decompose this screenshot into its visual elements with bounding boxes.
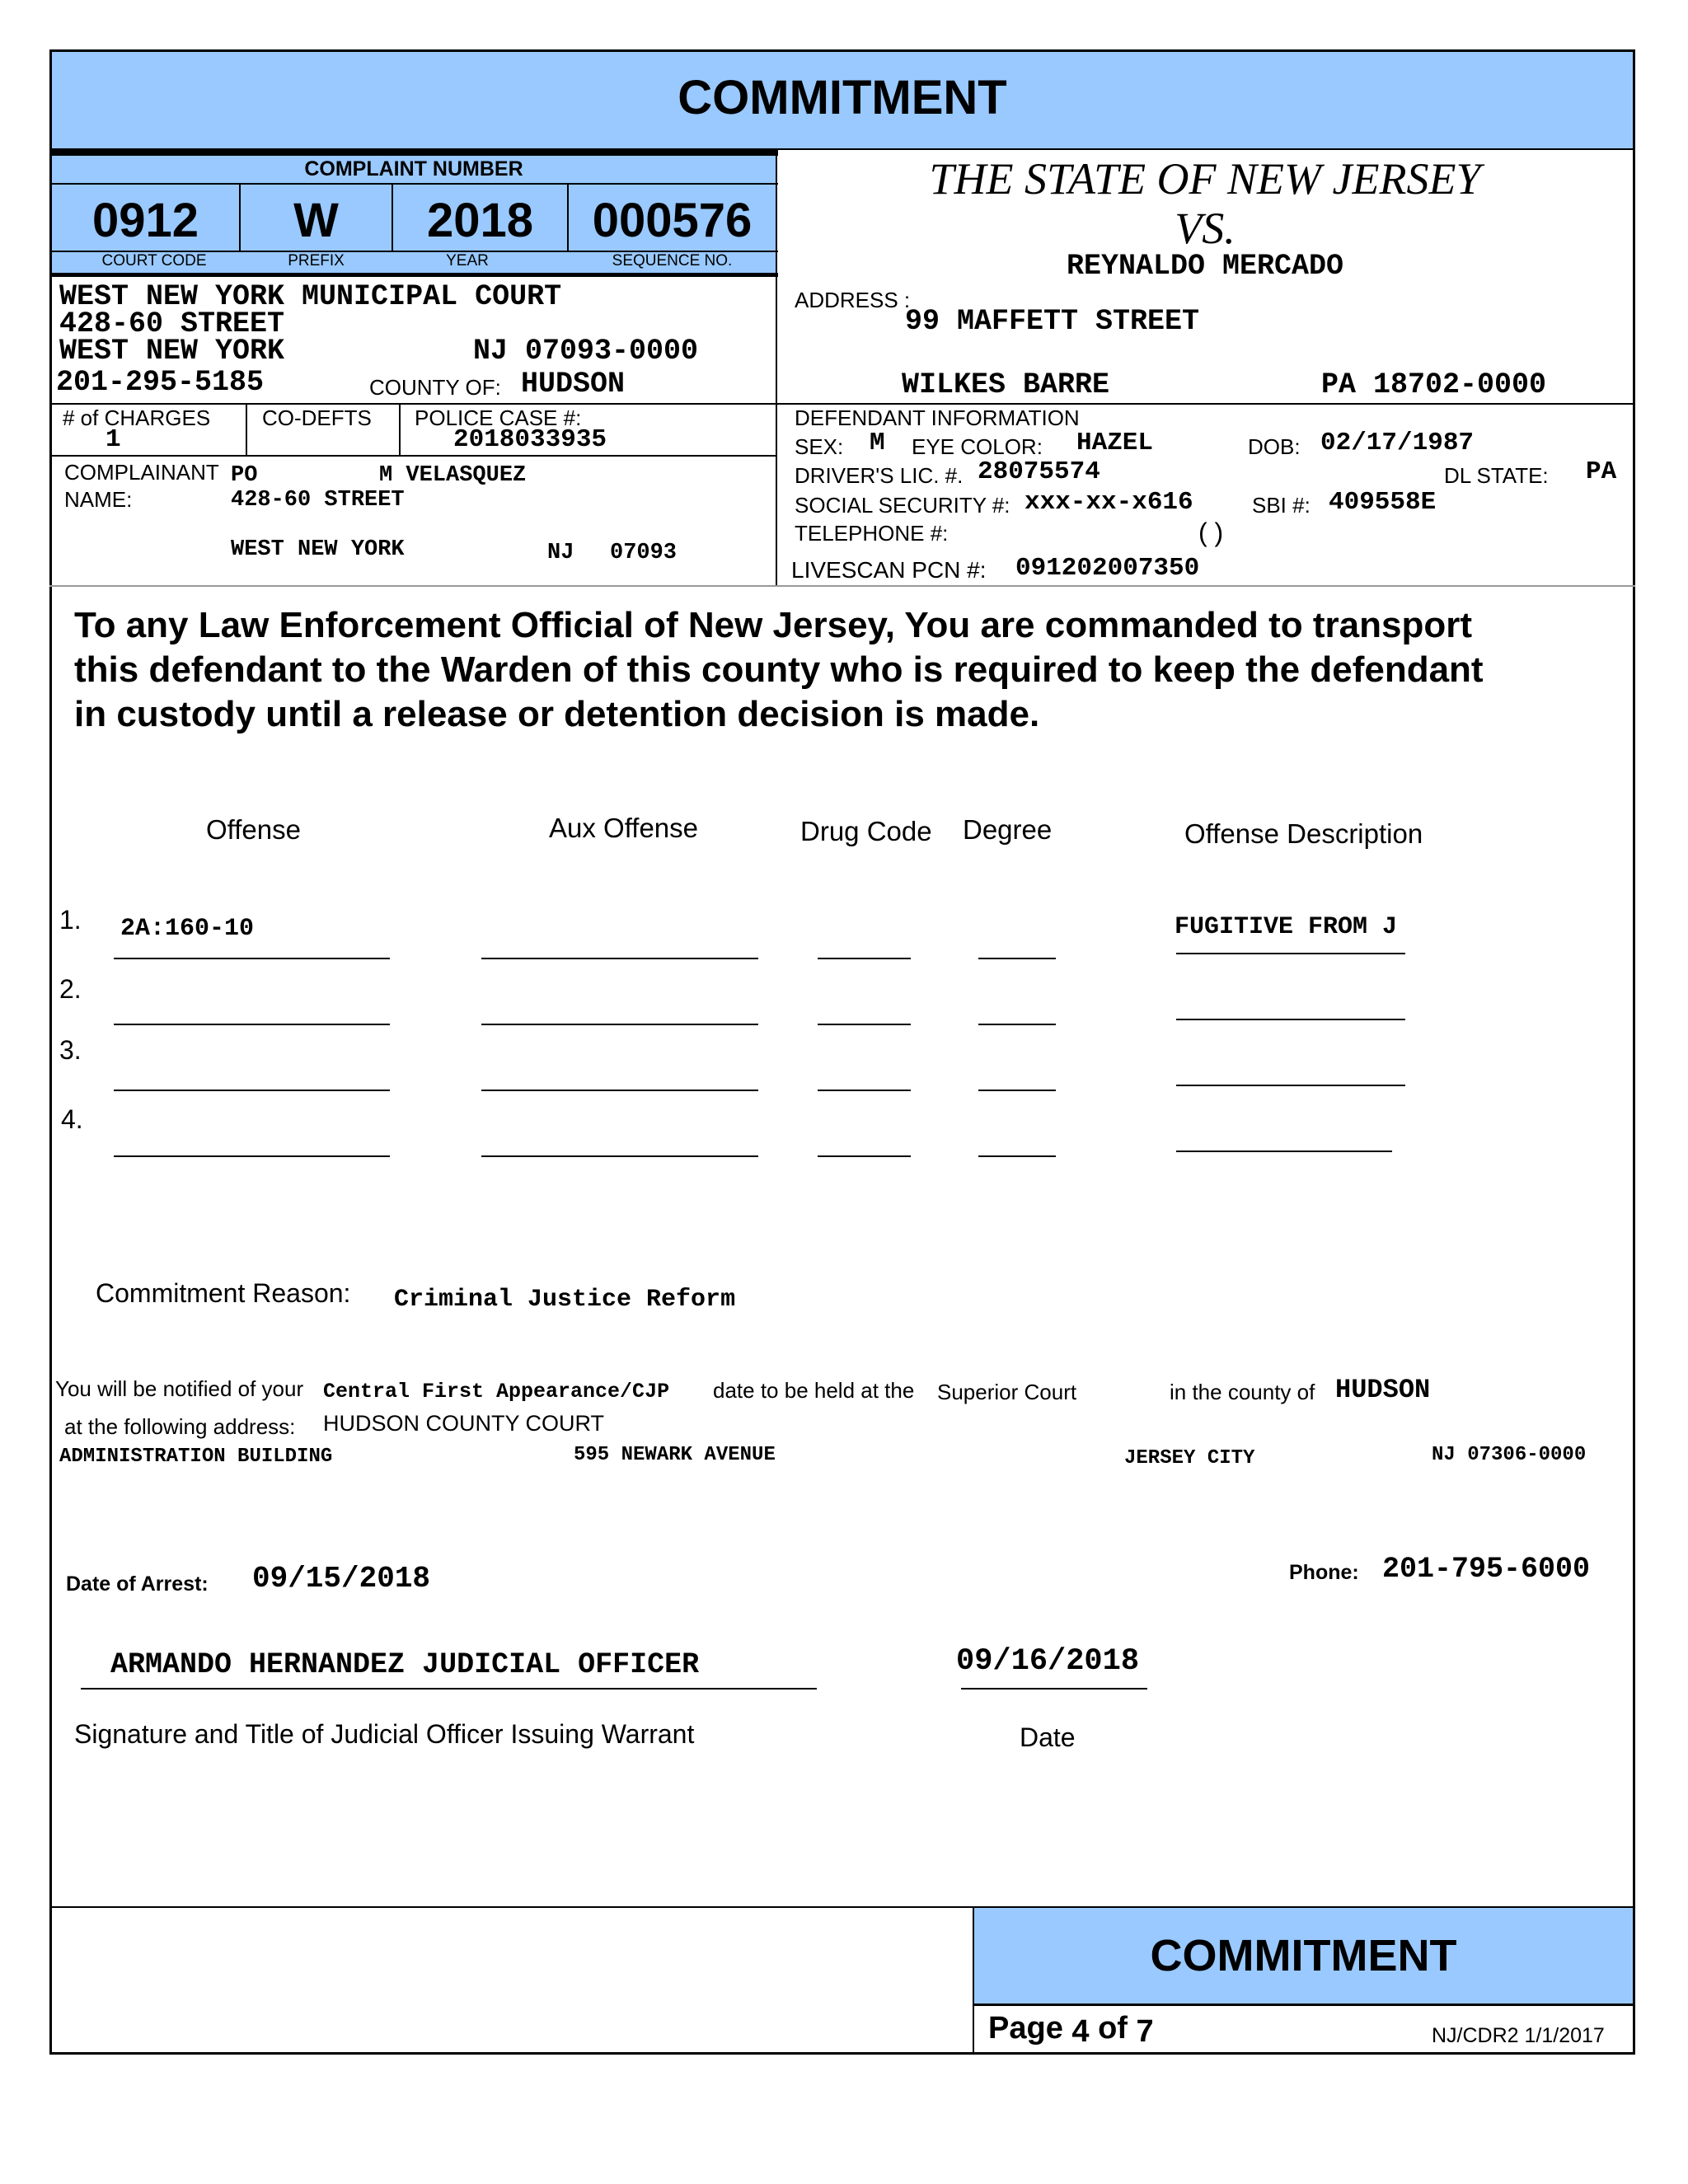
offense-line — [114, 1155, 390, 1157]
offense-line — [114, 1024, 390, 1025]
degree-line — [978, 1155, 1056, 1157]
charges-div-2 — [399, 405, 401, 455]
dob-label: DOB: — [1248, 434, 1301, 459]
degree-line — [978, 1090, 1056, 1091]
frame-left — [49, 49, 52, 2055]
aux-offense-line — [481, 1024, 758, 1025]
page-prefix: Page — [988, 2011, 1063, 2046]
defendant-info-label: DEFENDANT INFORMATION — [795, 405, 1080, 430]
command-line-2: this defendant to the Warden of this county who is required to keep the defendant — [74, 649, 1484, 690]
commitment-reason-value: Criminal Justice Reform — [394, 1286, 736, 1314]
complainant-name-label: NAME: — [64, 487, 133, 512]
notify-street: 595 NEWARK AVENUE — [574, 1444, 776, 1466]
sex-label: SEX: — [795, 434, 844, 459]
prefix-value: W — [293, 194, 339, 247]
dob-value: 02/17/1987 — [1320, 429, 1475, 457]
drivers-lic-value: 28075574 — [978, 457, 1100, 486]
livescan-label: LIVESCAN PCN #: — [791, 557, 987, 583]
notify-court-name: HUDSON COUNTY COURT — [323, 1411, 605, 1436]
charges-top-line — [49, 403, 1635, 405]
signature-label: Signature and Title of Judicial Officer Issuing Warrant — [74, 1719, 695, 1749]
aux-offense-line — [481, 1090, 758, 1091]
notify-court: Superior Court — [937, 1380, 1077, 1404]
defendant-name: REYNALDO MERCADO — [1066, 250, 1344, 283]
offense-description-header: Offense Description — [1184, 818, 1423, 849]
offense-line — [114, 958, 390, 959]
page-indicator — [988, 2011, 1154, 2049]
date-of-arrest-value: 09/15/2018 — [252, 1562, 431, 1596]
state-title-line1: THE STATE OF NEW JERSEY — [929, 154, 1481, 204]
aux-offense-header: Aux Offense — [549, 813, 699, 843]
court-street: 428-60 STREET — [59, 307, 285, 340]
complainant-label: COMPLAINANT — [64, 460, 219, 485]
drivers-lic-label: DRIVER'S LIC. #. — [795, 463, 964, 488]
eye-color-value: HAZEL — [1076, 429, 1154, 457]
page-total: 7 — [1136, 2014, 1154, 2049]
drug-code-header: Drug Code — [800, 816, 932, 846]
sequence-value: 000576 — [592, 194, 753, 247]
defendant-city: WILKES BARRE — [902, 368, 1110, 401]
description-line — [1176, 953, 1405, 954]
description-line — [1176, 1019, 1405, 1020]
notify-event: Central First Appearance/CJP — [323, 1380, 670, 1404]
court-city: WEST NEW YORK — [59, 335, 285, 368]
charges-value: 1 — [106, 425, 121, 454]
complaint-heading: COMPLAINT NUMBER — [304, 157, 523, 180]
prefix-label: PREFIX — [288, 252, 345, 269]
livescan-value: 091202007350 — [1015, 554, 1200, 583]
sequence-label: SEQUENCE NO. — [612, 252, 733, 269]
page-title: COMMITMENT — [678, 71, 1007, 124]
year-value: 2018 — [426, 194, 534, 247]
drug-code-line — [818, 1155, 911, 1157]
signature-date: 09/16/2018 — [956, 1644, 1140, 1679]
complainant-city: WEST NEW YORK — [231, 537, 405, 562]
description-line — [1176, 1151, 1392, 1152]
court-phone-value: 201-795-6000 — [1382, 1553, 1591, 1586]
degree-line — [978, 1024, 1056, 1025]
signature-line — [81, 1688, 817, 1690]
complaint-thick-bottom — [49, 273, 778, 277]
page-of: of — [1098, 2011, 1128, 2046]
offense-number: 1. — [59, 905, 82, 935]
court-phone: 201-295-5185 — [56, 366, 265, 399]
date-label: Date — [1020, 1722, 1076, 1752]
charges-div-1 — [246, 405, 247, 455]
court-code-label: COURT CODE — [101, 252, 207, 269]
complaint-heading-line — [49, 183, 778, 185]
notify-building: ADMINISTRATION BUILDING — [59, 1446, 333, 1468]
offense-description: FUGITIVE FROM J — [1175, 913, 1398, 941]
police-case-value: 2018033935 — [453, 425, 607, 454]
charges-bottom-line — [49, 455, 776, 457]
notify-middle: date to be held at the — [713, 1378, 915, 1403]
commitment-reason-label: Commitment Reason: — [96, 1278, 351, 1308]
complainant-name: M VELASQUEZ — [379, 463, 527, 488]
defendant-street: 99 MAFFETT STREET — [905, 305, 1200, 338]
date-of-arrest-label: Date of Arrest: — [66, 1572, 209, 1596]
notify-county-label: in the county of — [1170, 1380, 1315, 1404]
defendant-state-zip: PA 18702-0000 — [1321, 368, 1547, 401]
charges-label: # of CHARGES — [63, 405, 211, 430]
command-line-1: To any Law Enforcement Official of New Jersey, You are commanded to transport — [74, 605, 1473, 645]
footer-title: COMMITMENT — [1150, 1931, 1457, 1980]
info-bottom-line — [49, 585, 1635, 587]
police-case-label: POLICE CASE #: — [415, 405, 582, 430]
notify-state-zip: NJ 07306-0000 — [1432, 1444, 1587, 1466]
sbi-label: SBI #: — [1252, 493, 1311, 518]
offense-number: 4. — [61, 1104, 83, 1134]
court-state-zip: NJ 07093-0000 — [473, 335, 699, 368]
court-phone-label: Phone: — [1289, 1561, 1359, 1584]
offense-header: Offense — [206, 814, 301, 845]
frame-bottom — [49, 2052, 1635, 2055]
frame-right — [1633, 49, 1635, 2055]
notify-city: JERSEY CITY — [1124, 1447, 1255, 1469]
degree-header: Degree — [963, 814, 1053, 845]
command-line-3: in custody until a release or detention decision is made. — [74, 694, 1040, 734]
form-id: NJ/CDR2 1/1/2017 — [1432, 2024, 1605, 2047]
telephone-value: ( ) — [1198, 518, 1224, 547]
dl-state-label: DL STATE: — [1444, 463, 1549, 488]
notify-address-label: at the following address: — [64, 1414, 296, 1439]
county-value: HUDSON — [521, 368, 626, 401]
judicial-officer-signature: ARMANDO HERNANDEZ JUDICIAL OFFICER — [110, 1648, 700, 1681]
description-line — [1176, 1085, 1405, 1086]
codefts-label: CO-DEFTS — [262, 405, 372, 430]
complainant-state: NJ — [547, 541, 574, 565]
county-label: COUNTY OF: — [369, 375, 501, 400]
drug-code-line — [818, 1090, 911, 1091]
court-name: WEST NEW YORK MUNICIPAL COURT — [59, 280, 562, 313]
aux-offense-line — [481, 958, 758, 959]
page-number: 4 — [1071, 2014, 1090, 2049]
complaint-thick-top — [49, 150, 778, 156]
notify-county: HUDSON — [1335, 1375, 1431, 1405]
court-code-value: 0912 — [91, 194, 199, 247]
degree-line — [978, 958, 1056, 959]
year-label: YEAR — [446, 252, 489, 269]
drug-code-line — [818, 958, 911, 959]
sex-value: M — [870, 429, 885, 457]
notify-prefix: You will be notified of your — [55, 1376, 304, 1401]
address-label: ADDRESS : — [795, 288, 911, 312]
offense-code: 2A:160-10 — [120, 915, 255, 943]
ssn-value: xxx-xx-x616 — [1025, 488, 1193, 517]
dl-state-value: PA — [1586, 457, 1617, 486]
offense-line — [114, 1090, 390, 1091]
date-line — [961, 1688, 1147, 1690]
complainant-zip: 07093 — [610, 541, 678, 565]
telephone-label: TELEPHONE #: — [795, 521, 949, 546]
offense-number: 2. — [59, 974, 82, 1004]
aux-offense-line — [481, 1155, 758, 1157]
state-title-line2: VS. — [1175, 204, 1236, 253]
footer-band-line — [973, 2004, 1635, 2006]
drug-code-line — [818, 1024, 911, 1025]
complainant-street: 428-60 STREET — [231, 488, 405, 513]
sbi-value: 409558E — [1329, 488, 1437, 517]
complainant-title: PO — [231, 463, 258, 488]
eye-color-label: EYE COLOR: — [912, 434, 1043, 459]
offense-number: 3. — [59, 1035, 82, 1065]
ssn-label: SOCIAL SECURITY #: — [795, 493, 1010, 518]
